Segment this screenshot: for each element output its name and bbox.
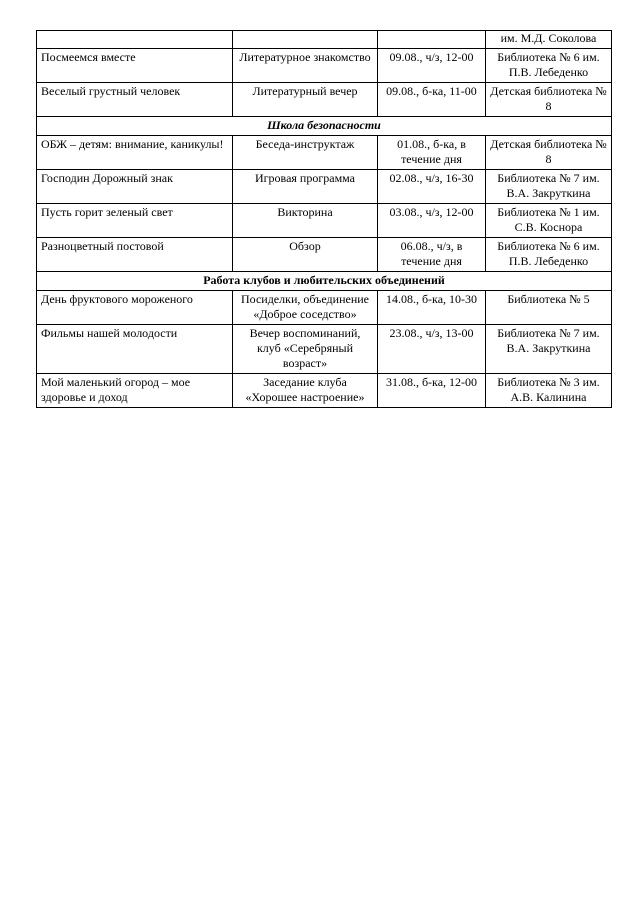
table-row [37,49,612,83]
event-date: 06.08., ч/з, в течение дня [378,238,486,272]
table-row [37,204,612,238]
event-name: День фруктового мороженого [37,291,233,325]
event-form: Викторина [233,204,378,238]
event-date [378,31,486,49]
event-date: 09.08., б-ка, 11-00 [378,83,486,117]
event-form: Беседа-инструктаж [233,136,378,170]
section-row [37,272,612,291]
event-name: Господин Дорожный знак [37,170,233,204]
event-date: 03.08., ч/з, 12-00 [378,204,486,238]
event-form: Обзор [233,238,378,272]
event-name [37,31,233,49]
event-name: Разноцветный постовой [37,238,233,272]
event-place: Детская библиотека № 8 [486,136,612,170]
event-place: Детская библиотека № 8 [486,83,612,117]
section-heading-clubs: Работа клубов и любительских объединений [37,272,612,291]
event-form: Игровая программа [233,170,378,204]
event-form: Посиделки, объединение «Доброе соседство» [233,291,378,325]
event-name: Фильмы нашей молодости [37,325,233,374]
table-row [37,325,612,374]
event-form: Заседание клуба «Хорошее настроение» [233,374,378,408]
event-place: Библиотека № 6 им. П.В. Лебеденко [486,238,612,272]
event-place: Библиотека № 6 им. П.В. Лебеденко [486,49,612,83]
event-date: 31.08., б-ка, 12-00 [378,374,486,408]
event-name: ОБЖ – детям: внимание, каникулы! [37,136,233,170]
event-form: Литературное знакомство [233,49,378,83]
event-date: 01.08., б-ка, в течение дня [378,136,486,170]
event-place: им. М.Д. Соколова [486,31,612,49]
table-row [37,136,612,170]
table-row [37,238,612,272]
event-place: Библиотека № 7 им. В.А. Закруткина [486,170,612,204]
event-name: Посмеемся вместе [37,49,233,83]
event-form: Вечер воспоминаний, клуб «Серебряный возраст» [233,325,378,374]
table-row [37,31,612,49]
section-heading-safety-school: Школа безопасности [37,117,612,136]
event-place: Библиотека № 7 им. В.А. Закруткина [486,325,612,374]
table-row [37,83,612,117]
events-table [36,30,612,408]
event-name: Мой маленький огород – мое здоровье и доход [37,374,233,408]
event-date: 02.08., ч/з, 16-30 [378,170,486,204]
event-name: Веселый грустный человек [37,83,233,117]
event-date: 23.08., ч/з, 13-00 [378,325,486,374]
event-form [233,31,378,49]
event-date: 09.08., ч/з, 12-00 [378,49,486,83]
event-place: Библиотека № 1 им. С.В. Коснора [486,204,612,238]
event-form: Литературный вечер [233,83,378,117]
event-place: Библиотека № 3 им. А.В. Калинина [486,374,612,408]
table-row [37,374,612,408]
table-row [37,170,612,204]
event-place: Библиотека № 5 [486,291,612,325]
event-date: 14.08., б-ка, 10-30 [378,291,486,325]
section-row [37,117,612,136]
table-row [37,291,612,325]
event-name: Пусть горит зеленый свет [37,204,233,238]
